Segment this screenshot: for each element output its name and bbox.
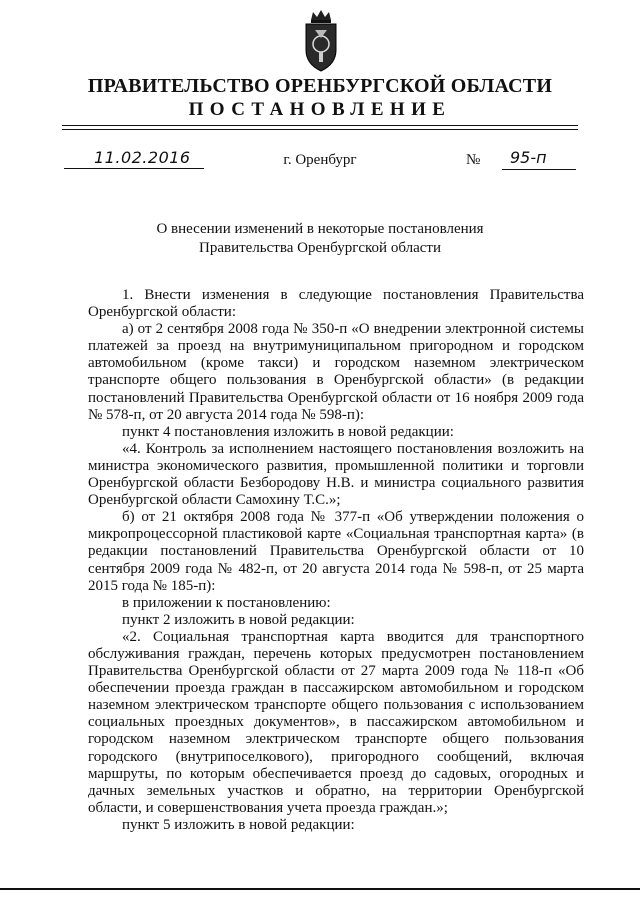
- paragraph: пункт 4 постановления изложить в новой редакции:: [122, 423, 454, 440]
- paragraph: б) от 21 октября 2008 года № 377-п «Об утверждении положения о микропроцессорной пластиковой карте «Социальная транспортная карта» (в редакции постановлений Правительства Оренбургской области от 10 сентября 2009 года № 482-п, от 20 августа 2014 года № 598-п, от 25 марта 2015 года № 185-п):: [88, 509, 584, 594]
- paragraph: пункт 2 изложить в новой редакции:: [122, 611, 355, 628]
- number-sign: №: [466, 152, 481, 168]
- city: г. Оренбург: [283, 152, 357, 168]
- paragraph: «2. Социальная транспортная карта вводится для транспортного обслуживания граждан, перечень которых предусмотрен постановлением Правительства Оренбургской области от 27 марта 2009 года № 118-п «Об обеспечении проезда граждан в пассажирском автомобильном и городском наземном электрическом транспорте общего пользования с использованием социальных проездных документов», в пассажирском автомобильном и городском наземном электрическом транспорте общего пользования городского (внутрипоселкового), пригородного сообщений, включая маршруты, по которым обеспечивается проезд до садовых, огородных и дачных земельных участков и обратно, на территории Оренбургской области, и совершенствования учета проезда граждан.»;: [88, 628, 584, 816]
- government-title: ПРАВИТЕЛЬСТВО ОРЕНБУРГСКОЙ ОБЛАСТИ: [87, 75, 553, 97]
- paragraph: «4. Контроль за исполнением настоящего постановления возложить на министра экономического развития, промышленной политики и торговли Оренбургской области Безбородову Н.В. и министра социального развития Оренбургской области Самохину Т.С.»;: [88, 440, 584, 509]
- paragraph: 1. Внести изменения в следующие постановления Правительства Оренбургской области:: [88, 287, 584, 321]
- paragraph: а) от 2 сентября 2008 года № 350-п «О внедрении электронной системы платежей за проезд на внутримуниципальном пригородном и городском автомобильном (кроме такси) и городском наземном электрическом транспорте общего пользования в Оренбургской области» (в редакции постановлений Правительства Оренбургской области от 16 ноября 2009 года № 578-п, от 20 августа 2014 года № 598-п):: [88, 321, 584, 423]
- header-rule: [62, 125, 578, 126]
- coat-of-arms-icon: [299, 8, 343, 74]
- header-rule-thin: [62, 129, 578, 130]
- date-value: 11.02.2016: [94, 148, 191, 167]
- document-heading: [0, 220, 640, 258]
- number-value: 95-п: [510, 148, 547, 167]
- paragraph: пункт 5 изложить в новой редакции:: [122, 816, 355, 833]
- page-bottom-rule: [0, 888, 640, 890]
- heading-line: Правительства Оренбургской области: [199, 240, 441, 256]
- document-type: ПОСТАНОВЛЕНИЕ: [188, 99, 452, 120]
- number-underline: [502, 169, 576, 170]
- heading-line: О внесении изменений в некоторые постановления: [156, 221, 484, 237]
- document-body: [88, 287, 584, 834]
- paragraph: в приложении к постановлению:: [122, 594, 331, 611]
